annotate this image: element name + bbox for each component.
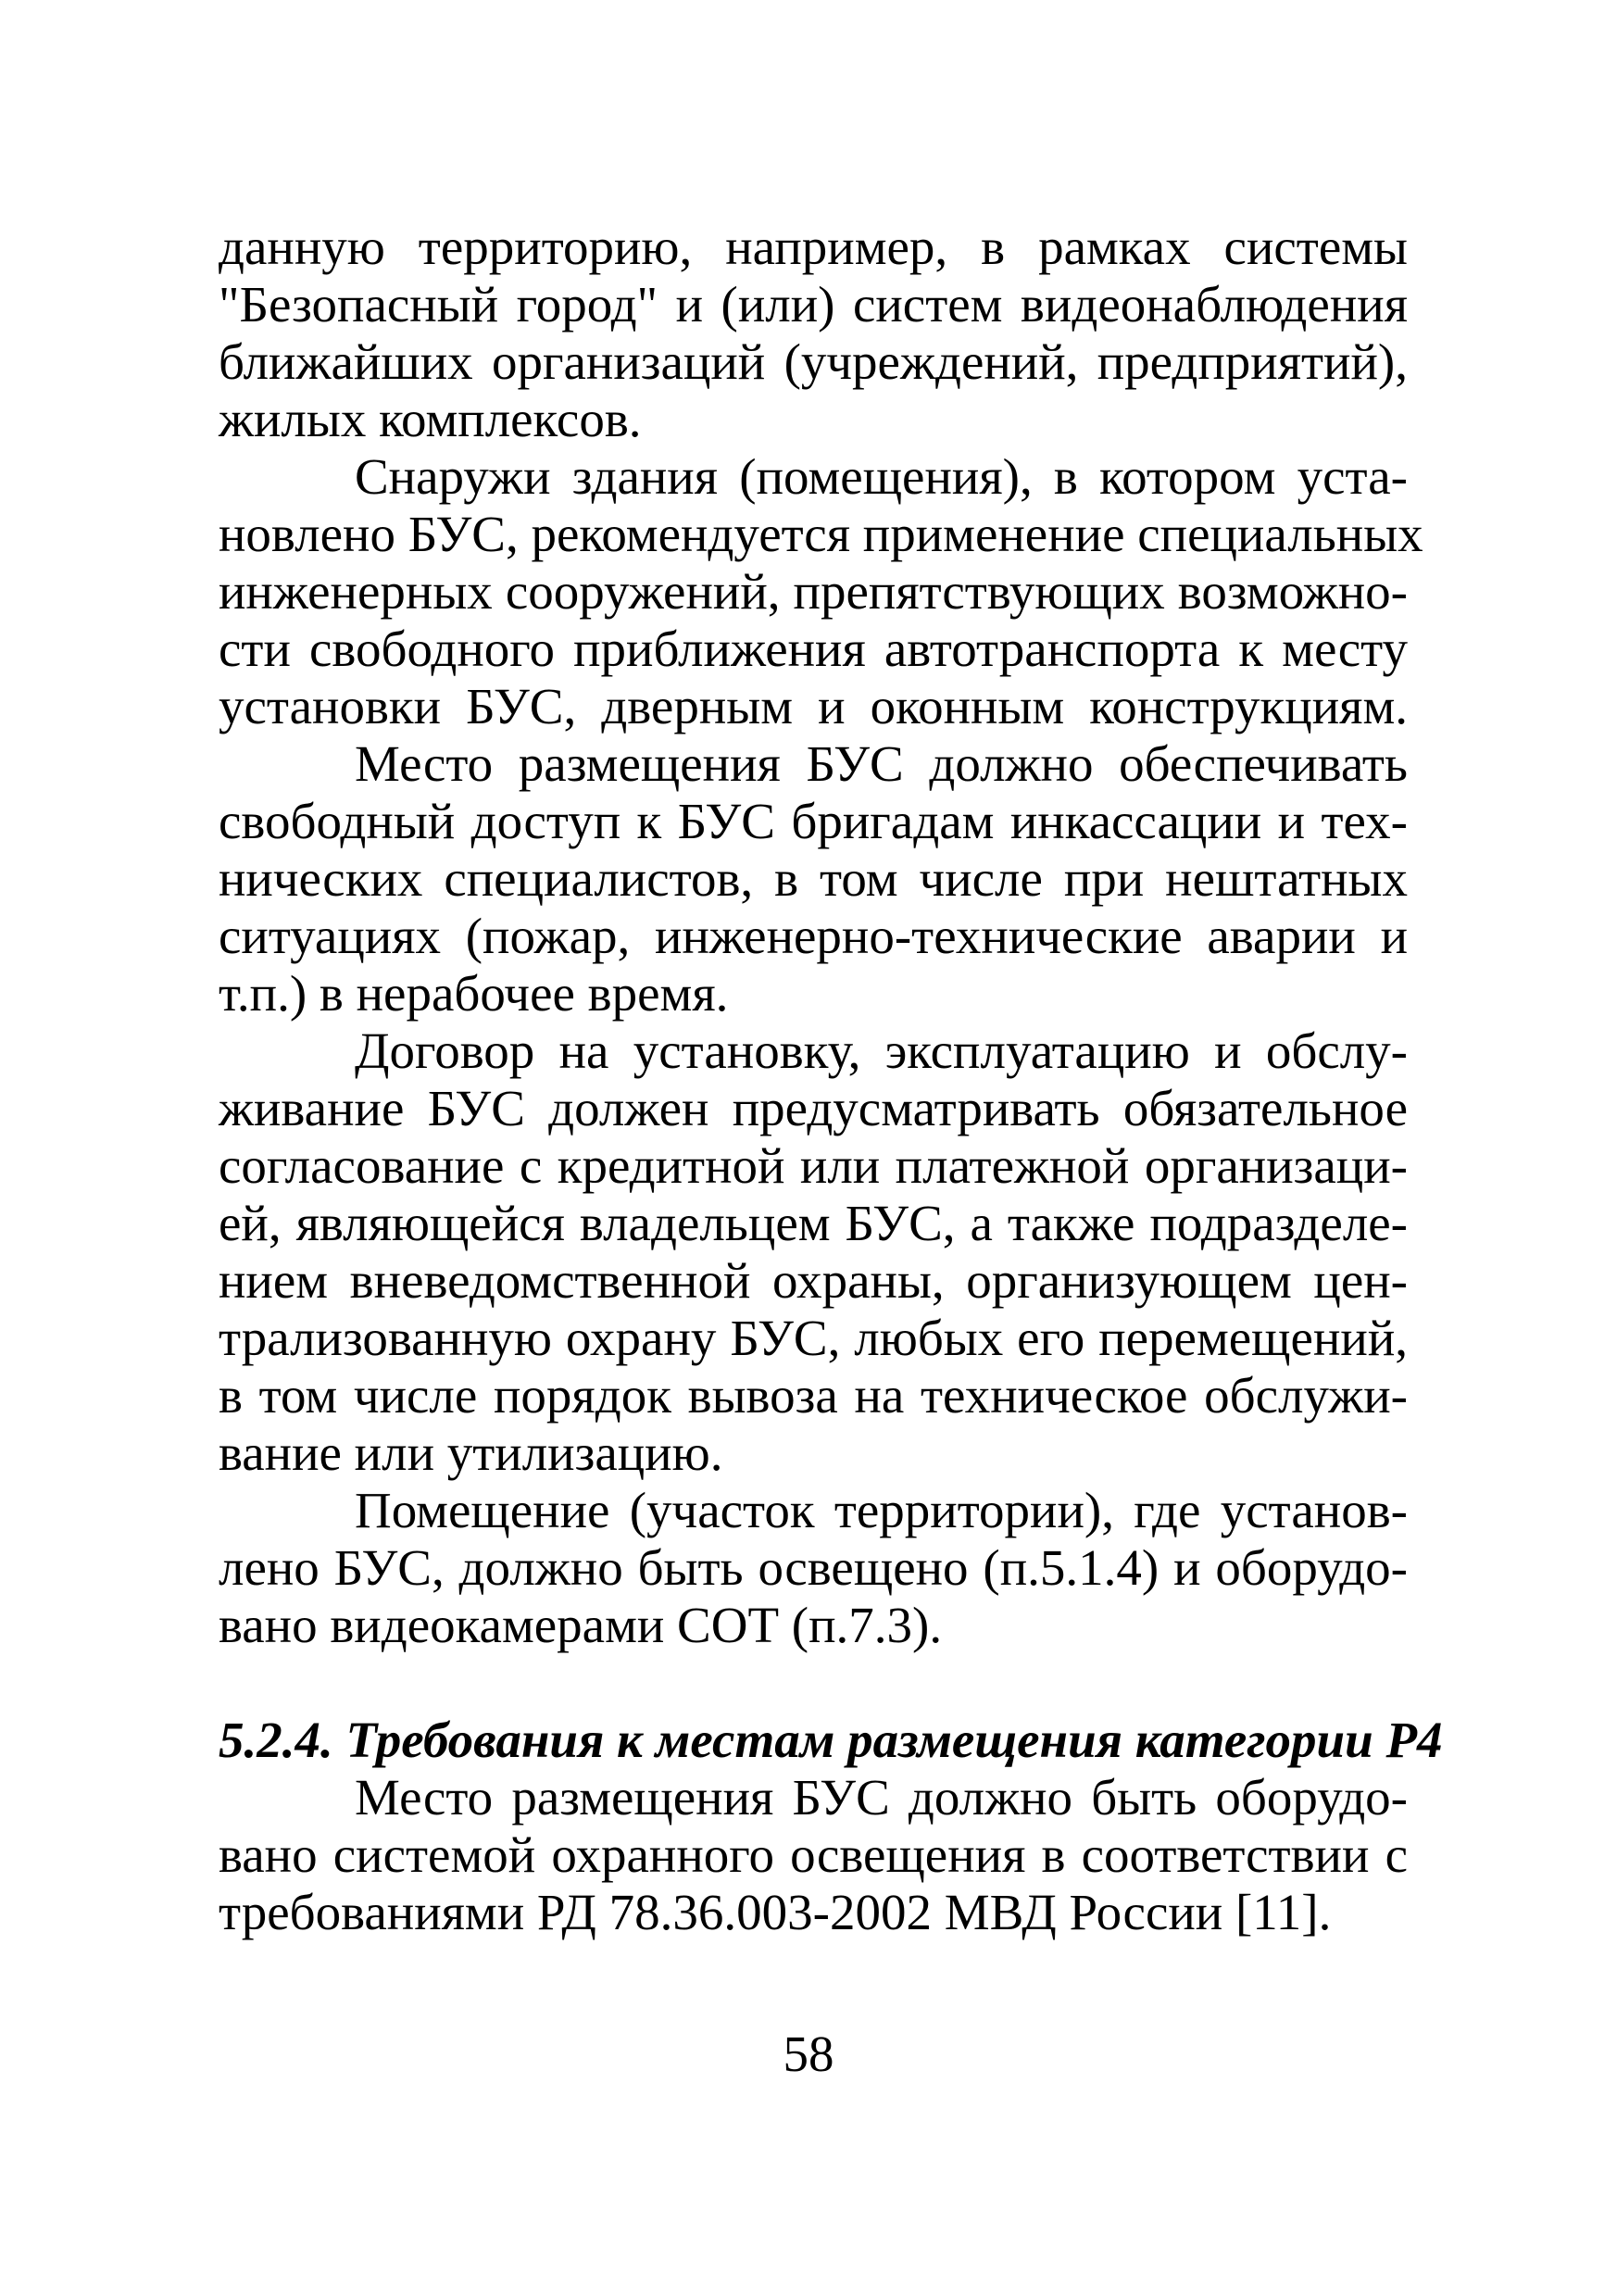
- text-line: жилых комплексов.: [219, 391, 642, 447]
- text-line: ближайших организаций (учреждений, предприятий),: [219, 333, 1408, 390]
- text-line: установки БУС, дверным и оконным конструкциям.: [219, 678, 1408, 734]
- page-number: 58: [783, 2026, 834, 2082]
- text-line: Договор на установку, эксплуатацию и обслу-: [355, 1023, 1408, 1079]
- text-line: нических специалистов, в том числе при нештатных: [219, 850, 1408, 907]
- text-line: Помещение (участок территории), где установ-: [355, 1482, 1408, 1538]
- section-heading: 5.2.4. Требования к местам размещения категории Р4: [219, 1712, 1443, 1768]
- text-line: нием вневедомственной охраны, организующем цен-: [219, 1252, 1408, 1309]
- text-line: данную территорию, например, в рамках системы: [219, 219, 1408, 275]
- text-line: живание БУС должен предусматривать обязательное: [219, 1080, 1408, 1136]
- text-line: "Безопасный город" и (или) систем видеонаблюдения: [219, 276, 1408, 332]
- text-line: инженерных сооружений, препятствующих возможно-: [219, 563, 1408, 620]
- text-line: ей, являющейся владельцем БУС, а также подразделе-: [219, 1195, 1408, 1251]
- text-line: вано системой охранного освещения в соответствии с: [219, 1826, 1408, 1883]
- text-line: вание или утилизацию.: [219, 1424, 723, 1481]
- text-line: т.п.) в нерабочее время.: [219, 965, 729, 1022]
- text-line: Место размещения БУС должно быть оборудо-: [355, 1769, 1408, 1826]
- text-line: Снаружи здания (помещения), в котором уста-: [355, 448, 1408, 505]
- text-line: новлено БУС, рекомендуется применение специальных: [219, 506, 1423, 562]
- text-line: ситуациях (пожар, инженерно-технические аварии и: [219, 908, 1408, 964]
- text-line: свободный доступ к БУС бригадам инкассации и тех-: [219, 793, 1408, 849]
- text-line: согласование с кредитной или платежной организаци-: [219, 1137, 1408, 1194]
- text-line: вано видеокамерами СОТ (п.7.3).: [219, 1597, 943, 1653]
- text-line: в том числе порядок вывоза на техническое обслужи-: [219, 1367, 1408, 1424]
- text-line: требованиями РД 78.36.003-2002 МВД России [11].: [219, 1884, 1332, 1940]
- text-line: лено БУС, должно быть освещено (п.5.1.4) и оборудо-: [219, 1539, 1408, 1596]
- text-line: сти свободного приближения автотранспорта к месту: [219, 621, 1408, 677]
- text-line: Место размещения БУС должно обеспечивать: [355, 735, 1408, 792]
- text-line: трализованную охрану БУС, любых его перемещений,: [219, 1310, 1408, 1366]
